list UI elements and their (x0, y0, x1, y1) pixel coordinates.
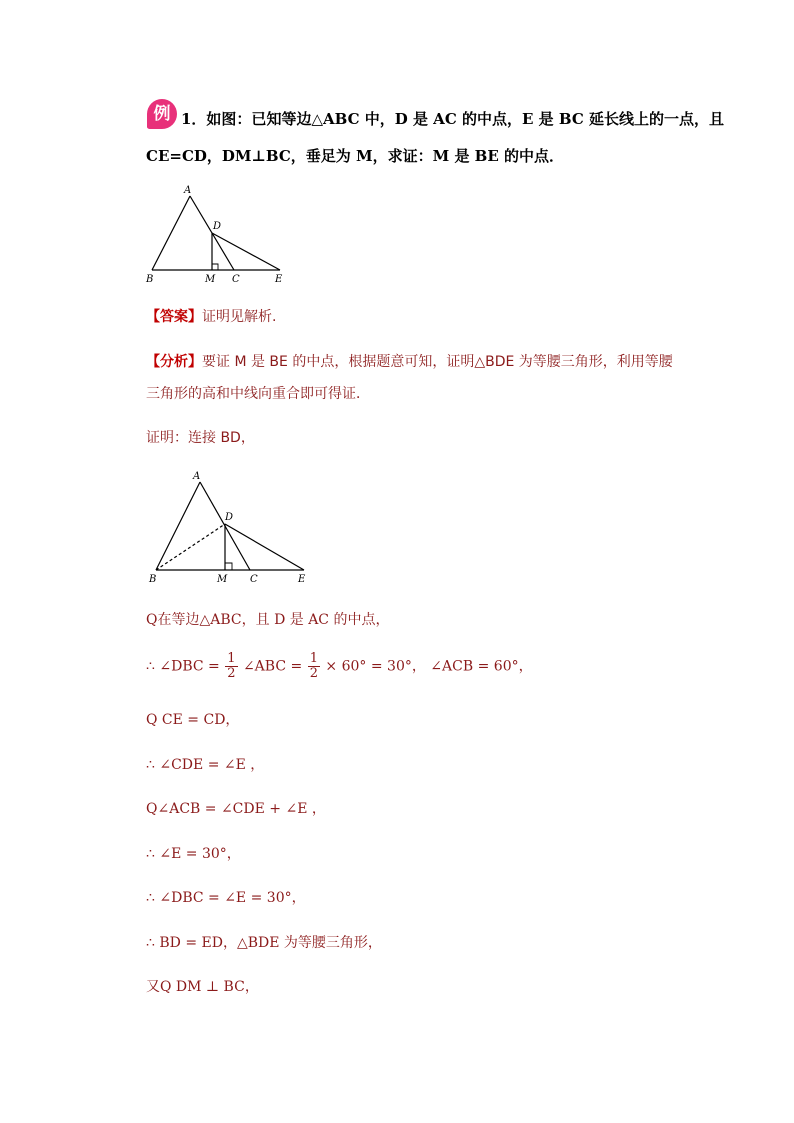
step2-mid2: × 60° = 30°， ∠ACB = 60°， (325, 658, 533, 675)
analysis-line-1 (146, 351, 673, 371)
segment-de (212, 233, 280, 270)
question-line-2: CE=CD，DM⊥BC，垂足为 M，求证：M 是 BE 的中点． (146, 147, 565, 165)
step2-lhs: ∴ ∠DBC = (146, 658, 220, 675)
label-b-2: B (149, 574, 157, 585)
segment-ab (152, 196, 190, 270)
label-m: M (205, 274, 216, 285)
fraction-half-2 (308, 652, 320, 681)
proof-intro: 证明：连接 BD， (146, 430, 255, 446)
proof-step-3: Q CE = CD， (146, 712, 240, 728)
frac2-den: 2 (309, 666, 318, 681)
label-c-2: C (250, 574, 258, 585)
label-d-2: D (225, 512, 234, 523)
figure-triangle-1 (140, 182, 300, 287)
analysis-tag: 【分析】 (146, 354, 202, 370)
label-m-2: M (217, 574, 228, 585)
answer-line (146, 306, 276, 326)
label-d: D (213, 221, 222, 232)
proof-step-1: Q在等边△ABC，且 D 是 AC 的中点， (146, 612, 390, 628)
proof-step-5: Q∠ACB = ∠CDE + ∠E ， (146, 801, 326, 817)
segment-ab-2 (156, 482, 200, 570)
proof-step-7: ∴ ∠DBC = ∠E = 30°， (146, 890, 306, 906)
step2-mid1: ∠ABC = (242, 658, 303, 675)
frac1-num: 1 (227, 651, 236, 666)
proof-step-2 (146, 652, 533, 681)
label-a: A (184, 185, 192, 196)
label-a-2: A (193, 471, 201, 482)
answer-tag: 【答案】 (146, 309, 202, 325)
analysis-line-2: 三角形的高和中线向重合即可得证． (146, 386, 370, 402)
segment-bd-dashed (156, 524, 225, 570)
answer-text: 证明见解析. (202, 309, 277, 325)
proof-step-6: ∴ ∠E = 30°， (146, 846, 241, 862)
label-e-2: E (298, 574, 306, 585)
proof-step-8: ∴ BD = ED，△BDE 为等腰三角形， (146, 935, 382, 951)
frac1-den: 2 (227, 666, 236, 681)
analysis-text-1: 要证 M 是 BE 的中点，根据题意可知，证明△BDE 为等腰三角形，利用等腰 (202, 354, 673, 370)
figure-triangle-2 (140, 466, 320, 588)
question-line-1: 1．如图：已知等边△ABC 中，D 是 AC 的中点，E 是 BC 延长线上的一点，且 (181, 110, 724, 128)
proof-step-4: ∴ ∠CDE = ∠E ， (146, 757, 265, 773)
label-b: B (146, 274, 154, 285)
fraction-half-1 (225, 652, 237, 681)
frac2-num: 1 (309, 651, 318, 666)
example-badge: 例 (147, 99, 177, 129)
proof-step-9: 又Q DM ⊥ BC， (146, 979, 259, 995)
label-e: E (275, 274, 283, 285)
label-c: C (232, 274, 240, 285)
right-angle-mark-2 (225, 563, 232, 570)
right-angle-mark (212, 264, 218, 270)
